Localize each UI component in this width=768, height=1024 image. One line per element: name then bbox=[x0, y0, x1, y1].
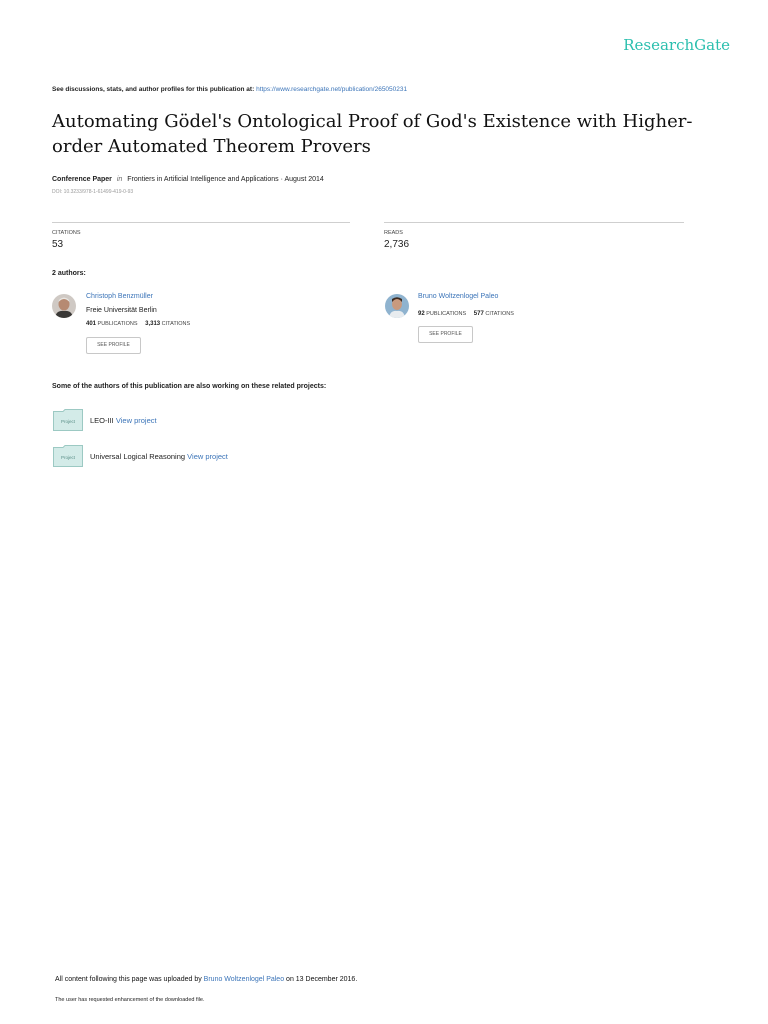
see-profile-button-benzmuller[interactable]: SEE PROFILE bbox=[86, 337, 141, 354]
author-stats bbox=[418, 311, 514, 317]
project-item bbox=[90, 416, 157, 425]
project-name: Universal Logical Reasoning bbox=[90, 452, 186, 461]
publications-label: PUBLICATIONS bbox=[97, 321, 138, 327]
doi: DOI: 10.3233/978-1-61499-419-0-93 bbox=[52, 189, 134, 195]
reads-label: READS bbox=[384, 230, 403, 236]
publications-count: 92 bbox=[418, 311, 425, 317]
author-institution: Freie Universität Berlin bbox=[86, 307, 157, 314]
upload-prefix: All content following this page was uploaded by bbox=[55, 976, 202, 983]
citations-label: CITATIONS bbox=[161, 321, 191, 327]
citations-count: 3,313 bbox=[145, 321, 161, 327]
view-project-link[interactable]: View project bbox=[115, 416, 157, 425]
publication-info bbox=[52, 176, 324, 183]
publications-count: 401 bbox=[86, 321, 97, 327]
author-avatar-benzmuller[interactable] bbox=[52, 294, 76, 318]
citations-count: 577 bbox=[473, 311, 484, 317]
author-stats bbox=[86, 321, 190, 327]
project-item bbox=[90, 452, 228, 461]
citations-label: CITATIONS bbox=[485, 311, 514, 317]
citations-label: CITATIONS bbox=[52, 230, 81, 236]
author-avatar-paleo[interactable] bbox=[385, 294, 409, 318]
publications-label: PUBLICATIONS bbox=[426, 311, 467, 317]
researchgate-logo[interactable]: ResearchGate bbox=[623, 36, 730, 54]
project-folder-icon bbox=[53, 445, 83, 472]
upload-note bbox=[55, 976, 357, 983]
enhancement-note: The user has requested enhancement of the downloaded file. bbox=[55, 997, 205, 1003]
citations-value: 53 bbox=[52, 239, 64, 250]
publication-url-link[interactable]: https://www.researchgate.net/publication/265050231 bbox=[256, 86, 408, 93]
project-folder-icon bbox=[53, 409, 83, 436]
project-icon-label: Project bbox=[60, 419, 76, 424]
authors-heading: 2 authors: bbox=[52, 270, 86, 277]
related-projects-heading: Some of the authors of this publication are also working on these related projects: bbox=[52, 383, 327, 390]
author-name-benzmuller[interactable]: Christoph Benzmüller bbox=[86, 293, 153, 300]
paper-title: Automating Gödel's Ontological Proof of God's Existence with Higher-order Automated Theorem Provers bbox=[52, 111, 693, 157]
publication-in: in bbox=[116, 176, 123, 183]
divider-reads bbox=[384, 222, 684, 223]
discussion-text: See discussions, stats, and author profiles for this publication at: bbox=[52, 86, 255, 93]
see-profile-button-paleo[interactable]: SEE PROFILE bbox=[418, 326, 473, 343]
publication-type: Conference Paper bbox=[52, 176, 112, 183]
discussion-line bbox=[52, 86, 407, 93]
upload-suffix: on 13 December 2016. bbox=[286, 976, 358, 983]
publication-venue: Frontiers in Artificial Intelligence and Applications · August 2014 bbox=[127, 176, 324, 183]
author-name-paleo[interactable]: Bruno Woltzenlogel Paleo bbox=[418, 293, 499, 300]
project-icon-label: Project bbox=[60, 455, 76, 460]
reads-value: 2,736 bbox=[384, 239, 410, 250]
divider-citations bbox=[52, 222, 350, 223]
uploader-link[interactable]: Bruno Woltzenlogel Paleo bbox=[203, 976, 285, 983]
project-name: LEO-III bbox=[90, 416, 114, 425]
view-project-link[interactable]: View project bbox=[187, 452, 228, 461]
